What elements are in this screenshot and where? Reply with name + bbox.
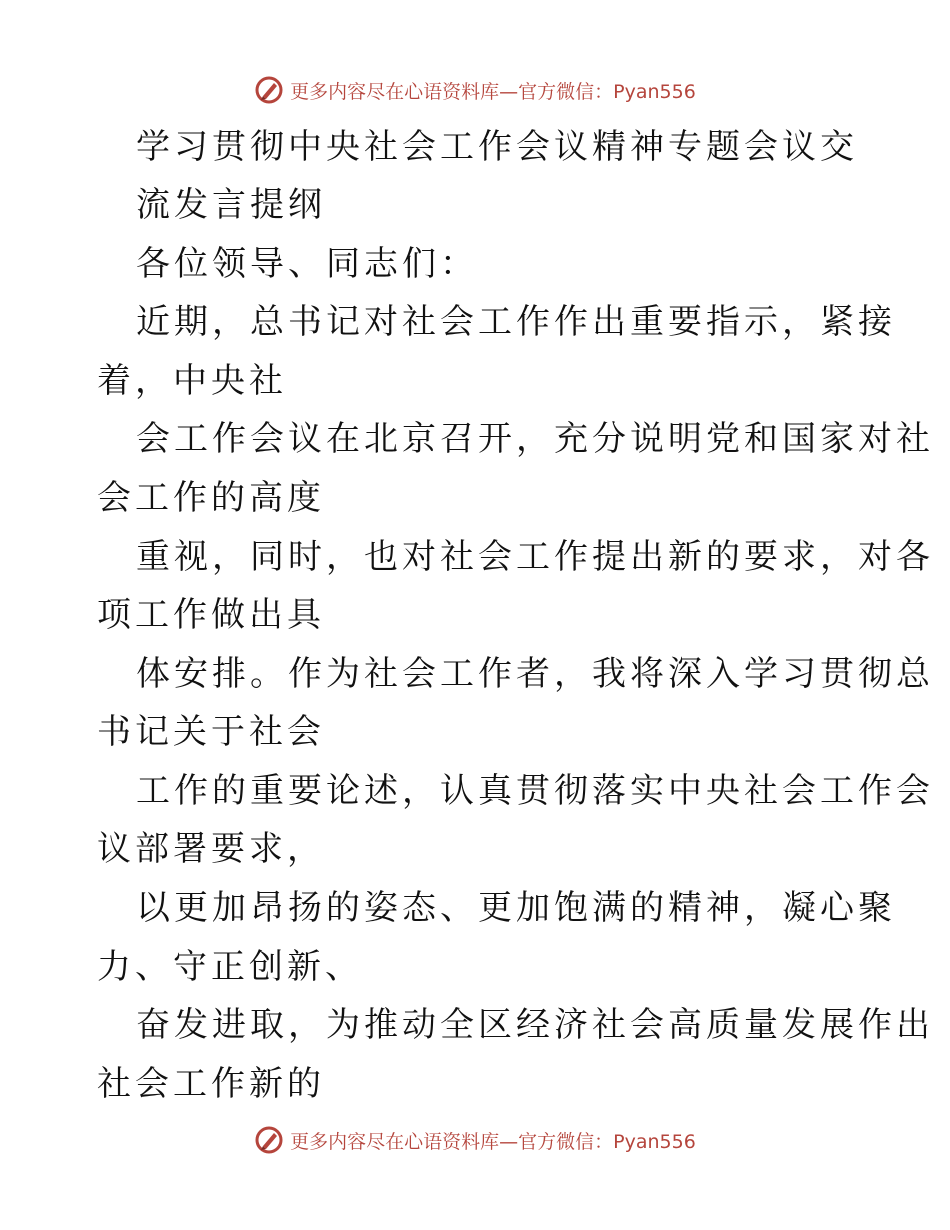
salutation: 各位领导、同志们： xyxy=(136,244,478,284)
watermark-text: 更多内容尽在心语资料库—官方微信：Pyan556 xyxy=(290,1130,696,1153)
watermark-text: 更多内容尽在心语资料库—官方微信：Pyan556 xyxy=(290,80,696,103)
paragraph-line: 力、守正创新、 xyxy=(97,947,363,987)
paragraph-line: 项工作做出具 xyxy=(97,595,325,635)
paragraph-line: 会工作会议在北京召开，充分说明党和国家对社 xyxy=(136,419,934,459)
document-title-line-2: 流发言提纲 xyxy=(136,185,326,225)
paragraph-line: 奋发进取，为推动全区经济社会高质量发展作出 xyxy=(136,1005,934,1045)
paragraph-line: 书记关于社会 xyxy=(97,712,325,752)
paragraph-line: 工作的重要论述，认真贯彻落实中央社会工作会 xyxy=(136,771,934,811)
paragraph-line: 会工作的高度 xyxy=(97,478,325,518)
paragraph-line: 近期，总书记对社会工作作出重要指示，紧接 xyxy=(136,302,896,342)
paragraph-line: 以更加昂扬的姿态、更加饱满的精神，凝心聚 xyxy=(136,888,896,928)
document-title-line-1: 学习贯彻中央社会工作会议精神专题会议交 xyxy=(136,127,858,167)
paragraph-line: 社会工作新的 xyxy=(97,1064,325,1104)
footer-watermark xyxy=(0,1120,950,1160)
paragraph-line: 着，中央社 xyxy=(97,361,287,401)
pen-seal-icon xyxy=(254,1125,284,1155)
paragraph-line: 重视，同时，也对社会工作提出新的要求，对各 xyxy=(136,537,934,577)
paragraph-line: 体安排。作为社会工作者，我将深入学习贯彻总 xyxy=(136,654,934,694)
paragraph-line: 议部署要求， xyxy=(97,829,325,869)
